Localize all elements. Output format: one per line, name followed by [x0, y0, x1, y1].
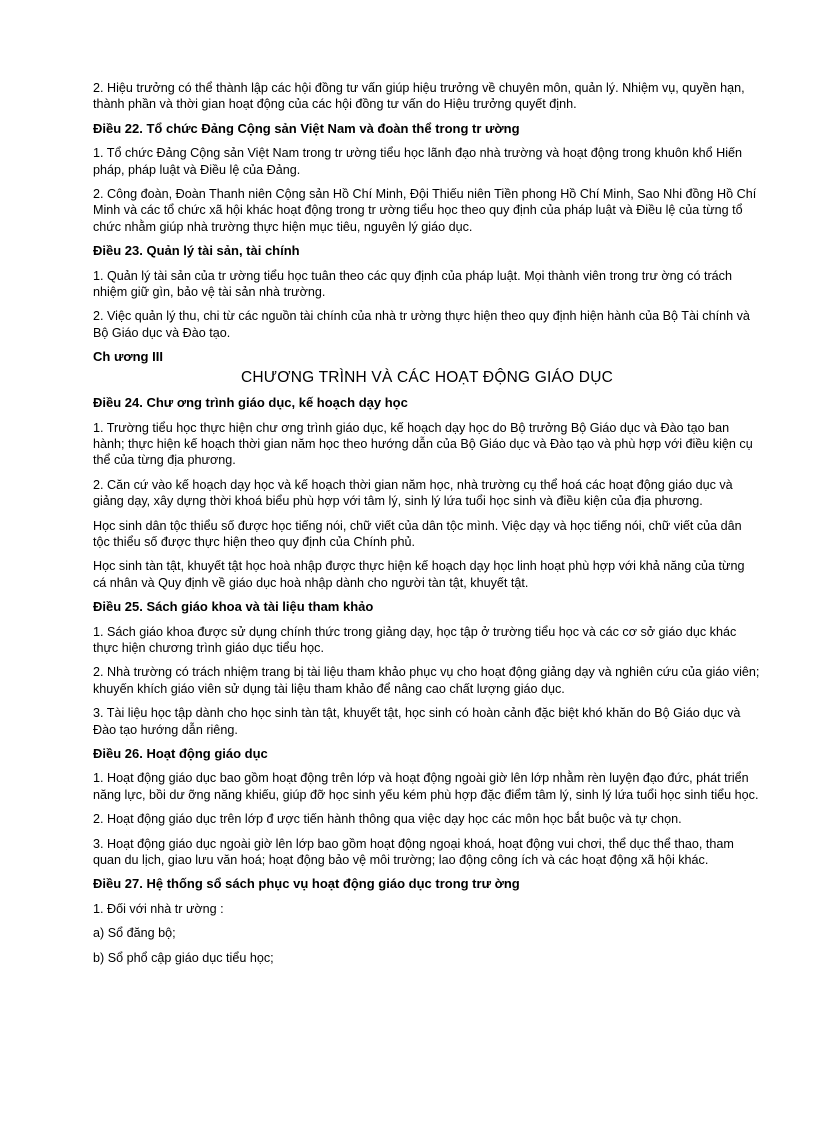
- list-item-b: b) Sổ phổ cập giáo dục tiểu học;: [93, 950, 274, 965]
- paragraph-art25-clause1: 1. Sách giáo khoa được sử dụng chính thức trong giảng dạy, học tập ở trường tiểu học và các cơ sở giáo dục khác thực hiện chương trình giáo dục tiểu học.: [93, 624, 737, 655]
- list-item-a: a) Sổ đăng bộ;: [93, 926, 176, 941]
- paragraph-art22-clause1: 1. Tổ chức Đảng Cộng sản Việt Nam trong tr ường tiểu học lãnh đạo nhà trường và hoạt động trong khuôn khổ Hiến pháp, pháp luật và Điều lệ của Đảng.: [93, 146, 743, 177]
- heading-article-24: Điều 24. Chư ơng trình giáo dục, kế hoạch dạy học: [93, 395, 408, 411]
- paragraph-art24-ethnic: Học sinh dân tộc thiểu số được học tiếng nói, chữ viết của dân tộc mình. Việc dạy và học tiếng nói, chữ viết của dân tộc thiểu số được thực hiện theo quy định của Chính phủ.: [93, 518, 742, 549]
- heading-article-23: Điều 23. Quản lý tài sản, tài chính: [93, 243, 300, 259]
- heading-article-25: Điều 25. Sách giáo khoa và tài liệu tham khảo: [93, 599, 374, 615]
- paragraph-art25-clause2: 2. Nhà trường có trách nhiệm trang bị tài liệu tham khảo phục vụ cho hoạt động giảng dạy và nghiên cứu của giáo viên; khuyến khích giáo viên sử dụng tài liệu tham khảo để nâng cao chất lượng giáo dục.: [93, 665, 760, 696]
- chapter-title: CHƯƠNG TRÌNH VÀ CÁC HOẠT ĐỘNG GIÁO DỤC: [240, 368, 613, 386]
- paragraph-art23-clause1: 1. Quản lý tài sản của tr ường tiểu học tuân theo các quy định của pháp luật. Mọi thành viên trong trư ờng có trách nhiệm giữ gìn, bảo vệ tài sản nhà trường.: [93, 268, 732, 300]
- paragraph-art26-clause3: 3. Hoạt động giáo dục ngoài giờ lên lớp bao gồm hoạt động ngoại khoá, hoạt động vui chơi, thể dục thể thao, tham quan du lịch, giao lưu văn hoá; hoạt động bảo vệ môi trường; lao động công ích và các hoạt động xã hội khác.: [93, 836, 734, 868]
- paragraph-art24-inclusive: Học sinh tàn tật, khuyết tật học hoà nhập được thực hiện kế hoạch dạy học linh hoạt phù hợp với khả năng của từng cá nhân và Quy định về giáo dục hoà nhập dành cho người tàn tật, khuyết tật.: [93, 559, 745, 590]
- heading-article-27: Điều 27. Hệ thống sổ sách phục vụ hoạt động giáo dục trong trư ờng: [93, 876, 520, 892]
- paragraph-art24-clause1: 1. Trường tiểu học thực hiện chư ơng trình giáo dục, kế hoạch dạy học do Bộ trưởng Bộ Giáo dục và Đào tạo ban hành; thực hiện kế hoạch thời gian năm học theo hướng dẫn của Bộ Giáo dục và Đào tạo và phù hợp với điều kiện cụ thể của từng địa phương.: [93, 420, 753, 468]
- paragraph-art21-clause2: 2. Hiệu trưởng có thể thành lập các hội đồng tư vấn giúp hiệu trưởng về chuyên môn, quản lý. Nhiệm vụ, quyền hạn, thành phần và thời gian hoạt động của các hội đồng tư vấn do Hiệu trưởng quyết định.: [93, 81, 745, 112]
- heading-article-22: Điều 22. Tổ chức Đảng Cộng sản Việt Nam và đoàn thể trong tr ường: [93, 120, 520, 136]
- paragraph-art26-clause2: 2. Hoạt động giáo dục trên lớp đ ược tiến hành thông qua việc dạy học các môn học bắt buộc và tự chọn.: [93, 812, 682, 827]
- heading-article-26: Điều 26. Hoạt động giáo dục: [93, 746, 268, 761]
- chapter-label: Ch ương III: [93, 349, 163, 365]
- paragraph-art24-clause2: 2. Căn cứ vào kế hoạch dạy học và kế hoạch thời gian năm học, nhà trường cụ thể hoá các hoạt động giáo dục và giảng dạy, xây dựng thời khoá biểu phù hợp với tâm lý, sinh lý lứa tuổi học sinh và điều kiện của địa phương.: [93, 477, 733, 509]
- paragraph-art23-clause2: 2. Việc quản lý thu, chi từ các nguồn tài chính của nhà tr ường thực hiện theo quy định hiện hành của Bộ Tài chính và Bộ Giáo dục và Đào tạo.: [93, 309, 750, 340]
- paragraph-art25-clause3: 3. Tài liệu học tập dành cho học sinh tàn tật, khuyết tật, học sinh có hoàn cảnh đặc biệt khó khăn do Bộ Giáo dục và Đào tạo hướng dẫn riêng.: [93, 706, 741, 737]
- paragraph-art27-clause1: 1. Đối với nhà tr ường :: [93, 901, 224, 916]
- paragraph-art26-clause1: 1. Hoạt động giáo dục bao gồm hoạt động trên lớp và hoạt động ngoài giờ lên lớp nhằm rèn luyện đạo đức, phát triển năng lực, bồi dư ỡng năng khiếu, giúp đỡ học sinh yếu kém phù hợp đặc điểm tâm lý, sinh lý lứa tuổi học sinh tiểu học.: [93, 771, 759, 802]
- paragraph-art22-clause2: 2. Công đoàn, Đoàn Thanh niên Cộng sản Hồ Chí Minh, Đội Thiếu niên Tiền phong Hồ Chí Minh, Sao Nhi đồng Hồ Chí Minh và các tổ chức xã hội khác hoạt động trong tr ường tiểu học theo quy định của pháp luật và Điều lệ của từng tổ chức nhằm giúp nhà trường thực hiện mục tiêu, nguyên lý giáo dục.: [93, 187, 757, 234]
- document-page: [93, 80, 761, 974]
